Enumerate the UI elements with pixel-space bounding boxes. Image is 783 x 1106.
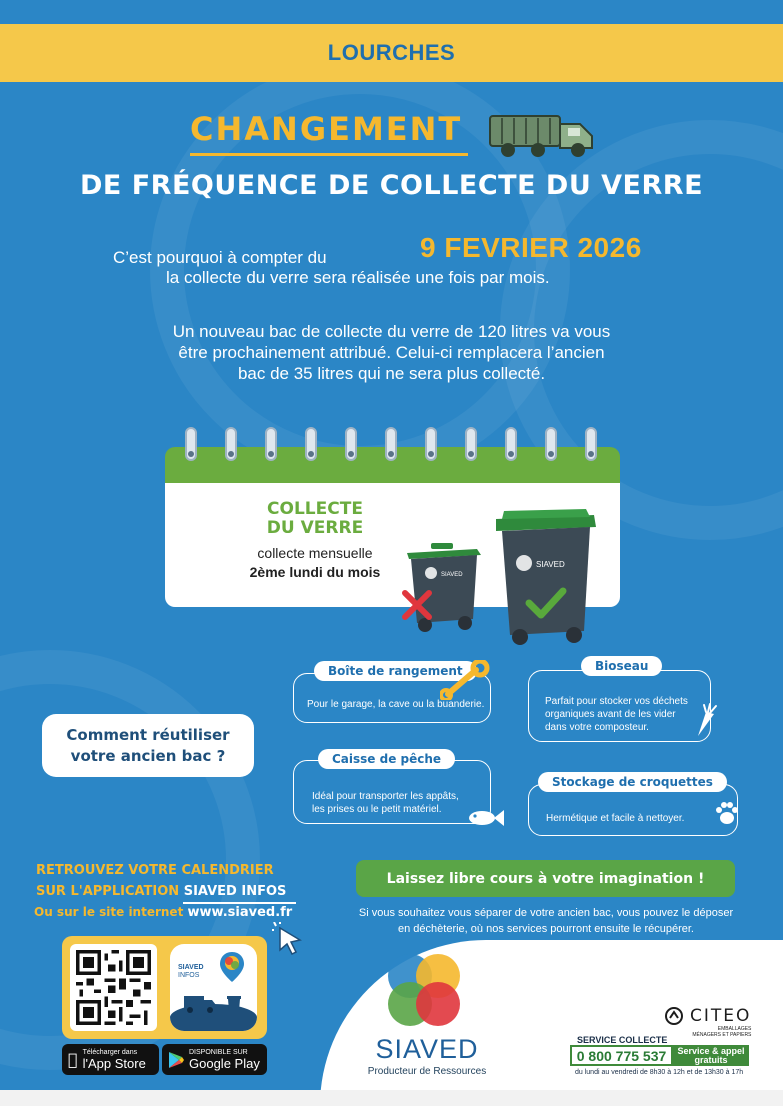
calendar-frequency: collecte mensuelle [257, 545, 373, 561]
calendar-ring [585, 427, 597, 461]
imagination-banner [356, 860, 735, 897]
rejected-cross-icon [399, 587, 435, 623]
app-icon-label-line-1: SIAVED [178, 964, 204, 971]
idea-bioseau-text-line-1: Parfait pour stocker vos déchets [545, 696, 688, 707]
calendar-ring [545, 427, 557, 461]
title-subject: DE FRÉQUENCE DE COLLECTE DU VERRE [79, 170, 704, 201]
city-name: LOURCHES [327, 40, 456, 65]
app-panel [62, 936, 267, 1039]
calendar-day: 2ème lundi du mois [249, 564, 381, 580]
old-bin-brand-label: SIAVED [441, 572, 463, 578]
play-store-icon [168, 1051, 184, 1069]
citeo-sub-line-2: MÉNAGERS ET PAPIERS [692, 1032, 752, 1038]
truck-icon [184, 994, 218, 1014]
reuse-question-line-1: Comment réutiliser [66, 725, 230, 744]
app-cta [36, 860, 286, 902]
bottom-margin [0, 1090, 783, 1106]
recycling-person-icon [664, 1006, 684, 1026]
google-play-label [189, 1049, 260, 1071]
google-play-button[interactable] [162, 1044, 267, 1075]
calendar-ring [345, 427, 357, 461]
citeo-logo [664, 1006, 751, 1038]
notice-line-1: Un nouveau bac de collecte du verre de 120 litres va vous [172, 322, 611, 341]
website-cta-prefix: Ou sur le site internet [34, 905, 184, 919]
calendar-title-line-1: COLLECTE [267, 499, 363, 519]
reuse-question-text [66, 725, 229, 767]
service-phone[interactable] [570, 1045, 673, 1066]
idea-fishing-box-text-line-2: les prises ou le petit matériel. [312, 804, 442, 815]
apple-icon [68, 1050, 78, 1069]
idea-fishing-box-title: Caisse de pêche [318, 749, 455, 769]
google-play-big-text: Google Play [189, 1055, 260, 1071]
app-store-button[interactable] [62, 1044, 159, 1075]
calendar-title-line-2: DU VERRE [266, 518, 364, 538]
collection-calendar [165, 447, 620, 607]
service-free-line-2: gratuits [694, 1054, 728, 1065]
intro-text-before-date: C’est pourquoi à compter du [113, 248, 327, 267]
reuse-question [42, 714, 254, 777]
app-name-underline [183, 902, 296, 904]
service-phone-number: 0 800 775 537 [576, 1047, 667, 1064]
website-cta [34, 905, 292, 920]
siaved-brand: SIAVED [375, 1034, 479, 1064]
qr-code-icon [76, 950, 151, 1025]
service-free-line-1: Service & appel [677, 1045, 745, 1056]
citeo-wordmark: CITEO [690, 1006, 752, 1026]
app-icon-label [178, 964, 204, 980]
idea-storage-box-text: Pour le garage, la cave ou la buanderie. [307, 699, 485, 710]
calendar-ring [505, 427, 517, 461]
website-link[interactable]: www.siaved.fr [187, 905, 293, 920]
app-name-link[interactable]: SIAVED INFOS [183, 884, 287, 899]
service-free-text [677, 1047, 744, 1065]
service-hours: du lundi au vendredi de 8h30 à 12h et de 13h30 à 17h [575, 1069, 744, 1076]
service-label: SERVICE COLLECTE [577, 1035, 668, 1045]
new-bin-120l-image [490, 505, 600, 645]
idea-fishing-box-text-line-1: Idéal pour transporter les appâts, [312, 791, 459, 802]
idea-bioseau-title: Bioseau [581, 656, 662, 676]
service-free-badge [673, 1045, 749, 1066]
idea-storage-box-title: Boîte de rangement [314, 661, 477, 681]
trash-bin-icon [226, 994, 242, 1012]
location-pin-icon [218, 950, 246, 984]
paw-icon [712, 798, 742, 828]
deposit-info [350, 905, 742, 937]
wrench-icon [440, 660, 492, 700]
citeo-sub-line-1: EMBALLAGES [717, 1026, 752, 1032]
garbage-truck-icon [488, 110, 596, 160]
start-date: 9 FEVRIER 2026 [420, 232, 642, 263]
notice-line-2: être prochainement attribué. Celui-ci remplacera l’ancien [178, 343, 605, 362]
fish-icon [466, 806, 506, 830]
approved-check-icon [523, 585, 569, 621]
deposit-info-line-2: en déchèterie, où nos services pourront ensuite le récupérer. [398, 923, 694, 935]
calendar-ring [305, 427, 317, 461]
google-play-small-text: DISPONIBLE SUR [189, 1048, 248, 1056]
imagination-banner-text: Laissez libre cours à votre imagination ! [386, 870, 705, 887]
idea-kibble-storage-text: Hermétique et facile à nettoyer. [546, 813, 685, 824]
idea-bioseau-text-line-2: organiques avant de les vider [545, 709, 676, 720]
app-cta-line-2 [36, 881, 286, 902]
calendar-ring [385, 427, 397, 461]
idea-fishing-box-text [312, 790, 459, 816]
intro-text-after-date: la collecte du verre sera réalisée une fois par mois. [166, 268, 550, 287]
title-underline [190, 153, 468, 156]
app-cta-line-1: RETROUVEZ VOTRE CALENDRIER [36, 863, 274, 878]
app-store-big-text: l'App Store [73, 1055, 137, 1071]
calendar-title [245, 500, 385, 538]
siaved-infos-app-icon[interactable] [170, 944, 257, 1031]
deposit-info-line-1: Si vous souhaitez vous séparer de votre ancien bac, vous pouvez le déposer [358, 907, 734, 919]
calendar-ring [425, 427, 437, 461]
idea-kibble-storage-title: Stockage de croquettes [538, 772, 727, 792]
title-changement: CHANGEMENT [190, 110, 463, 148]
app-cta-prefix: SUR L'APPLICATION [36, 884, 180, 899]
app-store-small-text: Télécharger dans [73, 1048, 128, 1056]
cursor-arrow-icon [272, 922, 306, 956]
calendar-ring [265, 427, 277, 461]
notice-line-3: bac de 35 litres qui ne sera plus collecté. [237, 364, 546, 383]
idea-bioseau-text [545, 695, 688, 734]
reuse-question-line-2: votre ancien bac ? [70, 746, 226, 765]
new-bin-notice [100, 321, 683, 384]
app-icon-label-line-2: INFOS [178, 972, 200, 979]
new-bin-brand-label: SIAVED [536, 560, 565, 569]
app-store-label [73, 1048, 146, 1071]
qr-code[interactable] [70, 944, 157, 1031]
siaved-logo-icon [382, 952, 468, 1032]
citeo-logo-row [664, 1006, 751, 1026]
calendar-ring [465, 427, 477, 461]
calendar-ring [225, 427, 237, 461]
idea-bioseau-text-line-3: dans votre composteur. [545, 722, 649, 733]
city-band [0, 24, 783, 82]
calendar-ring [185, 427, 197, 461]
siaved-tagline: Producteur de Ressources [367, 1066, 487, 1077]
carrot-icon [692, 702, 718, 738]
